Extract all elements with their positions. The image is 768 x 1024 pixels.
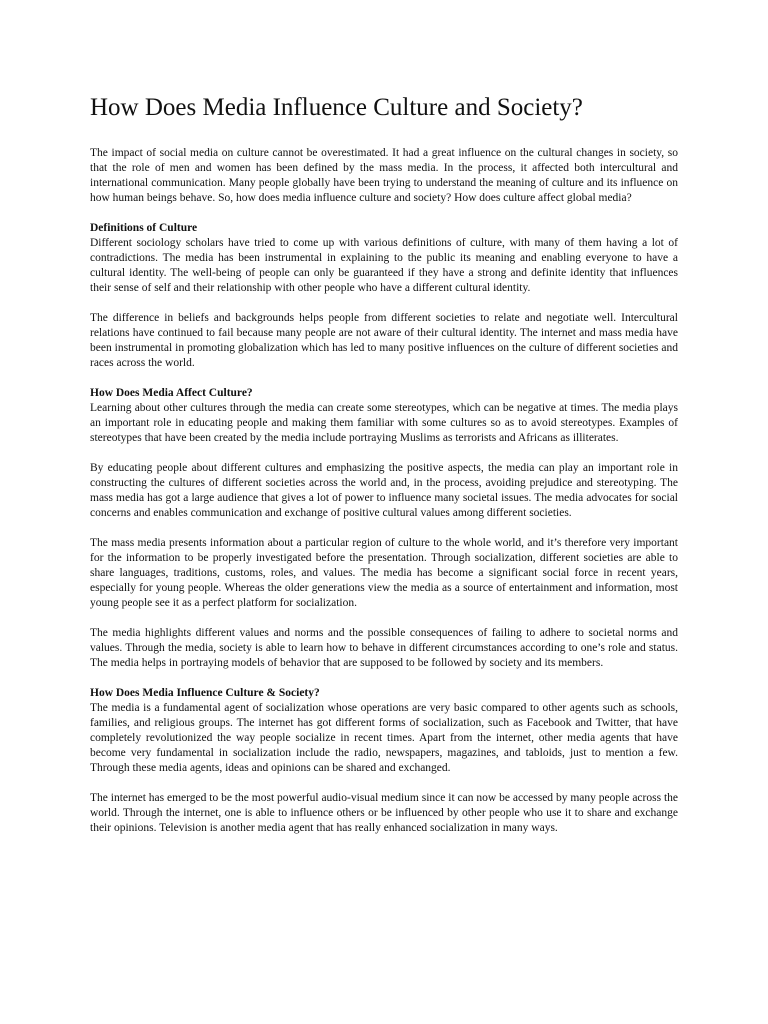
intro-paragraph: The impact of social media on culture cannot be overestimated. It had a great influence on the cultural changes in society, so that the role of men and women has been defined by the mass media. In the process, it affected both intercultural and international communication. Many people globally have been trying to understand the meaning of culture and its influence on how human beings behave. So, how does media influence culture and society? How does culture affect global media? [90, 147, 678, 204]
section-paragraph: Different sociology scholars have tried to come up with various definitions of culture, with many of them having a lot of contradictions. The media has been instrumental in explaining to the public its meaning and enabling everyone to have a cultural identity. The well-being of people can only be guaranteed if they have a strong and definite identity that influences their sense of self and their relationship with other people who have a different cultural identity. [90, 237, 678, 294]
section-heading: How Does Media Influence Culture & Society? [90, 687, 320, 699]
section-definitions-of-culture [90, 221, 678, 371]
section-paragraph: The internet has emerged to be the most powerful audio-visual medium since it can now be accessed by many people across the world. Through the internet, one is able to influence others or be influenced by other people who use it to share and exchange their opinions. Television is another media agent that has really enhanced socialization in many ways. [90, 792, 678, 834]
section-paragraph: The media highlights different values and norms and the possible consequences of failing to adhere to societal norms and values. Through the media, society is able to learn how to behave in different circumstances according to one’s role and status. The media helps in portraying models of behavior that are supposed to be followed by society and its members. [90, 627, 678, 669]
section-heading: How Does Media Affect Culture? [90, 387, 253, 399]
section-paragraph: The difference in beliefs and backgrounds helps people from different societies to relate and negotiate well. Intercultural relations have continued to fail because many people are not aware of their cultural identity. The internet and mass media have been instrumental in promoting globalization which has led to many positive influences on the culture of different societies and races across the world. [90, 312, 678, 369]
document-page [90, 92, 678, 836]
section-paragraph: Learning about other cultures through the media can create some stereotypes, which can be negative at times. The media plays an important role in educating people and making them familiar with some cultures so as to avoid stereotypes. Examples of stereotypes that have been created by the media include portraying Muslims as terrorists and Africans as illiterates. [90, 402, 678, 444]
section-media-affect-culture [90, 386, 678, 671]
section-paragraph: By educating people about different cultures and emphasizing the positive aspects, the media can play an important role in constructing the cultures of different societies across the world and, in the process, avoiding prejudice and stereotyping. The mass media has got a large audience that gives a lot of power to influence many societal issues. The media advocates for social concerns and enables communication and exchange of positive cultural values among different societies. [90, 462, 678, 519]
section-heading: Definitions of Culture [90, 222, 198, 234]
section-media-influence-culture-society [90, 686, 678, 836]
section-paragraph: The mass media presents information about a particular region of culture to the whole world, and it’s therefore very important for the information to be properly investigated before the presentation. Through socialization, different societies are able to share languages, traditions, customs, roles, and values. The media has become a significant social force in recent years, especially for young people. Whereas the older generations view the media as a source of entertainment and information, most young people see it as a perfect platform for socialization. [90, 537, 678, 609]
section-paragraph: The media is a fundamental agent of socialization whose operations are very basic compared to other agents such as schools, families, and religious groups. The internet has got different forms of socialization, such as Facebook and Twitter, that have completely revolutionized the way people socialize in recent times. Apart from the internet, other media agents that have become very fundamental in socialization include the radio, newspapers, magazines, and tabloids, just to mention a few. Through these media agents, ideas and opinions can be shared and exchanged. [90, 702, 678, 774]
page-title: How Does Media Influence Culture and Society? [90, 94, 583, 121]
